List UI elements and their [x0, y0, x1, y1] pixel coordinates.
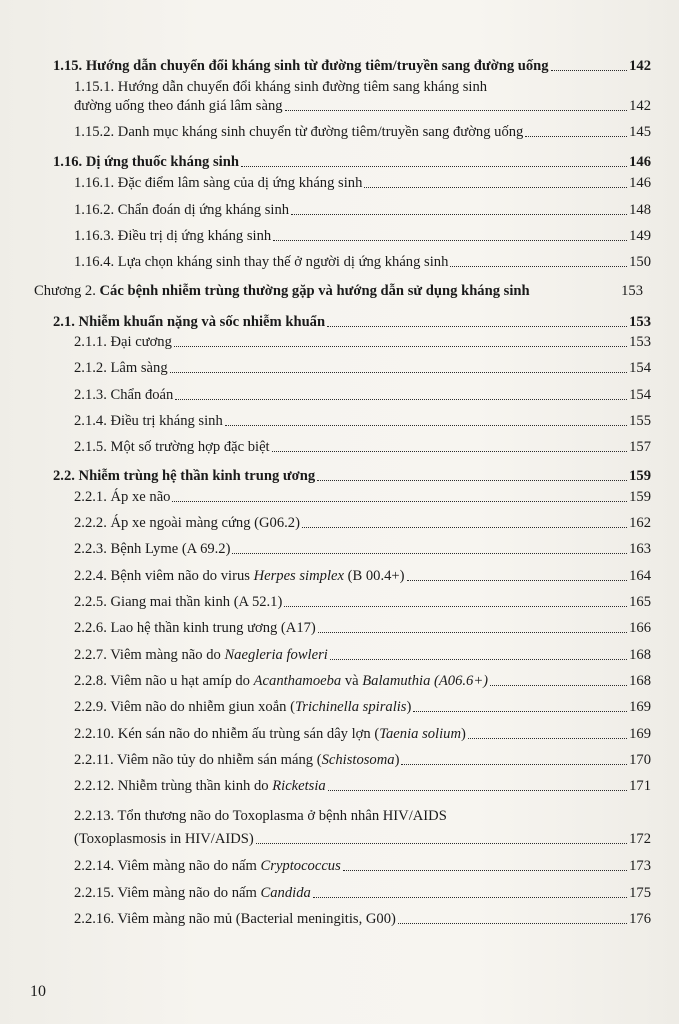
toc-entry-label — [74, 777, 326, 795]
toc-page-number: 169 — [629, 699, 651, 715]
dot-leader — [175, 399, 627, 400]
toc-page-number: 168 — [629, 673, 651, 689]
dot-leader — [272, 451, 627, 452]
dot-leader — [285, 110, 628, 111]
toc-entry-label: 2.2.13. Tổn thương não do Toxoplasma ở bệnh nhân HIV/AIDS — [74, 808, 447, 824]
dot-leader — [273, 240, 627, 241]
toc-entry-label — [74, 672, 488, 690]
dot-leader — [407, 580, 628, 581]
toc-page-number: 166 — [629, 620, 651, 636]
toc-entry-2-2-6[interactable] — [74, 619, 651, 637]
toc-entry-2-2-15[interactable] — [74, 884, 651, 902]
dot-leader — [490, 685, 627, 686]
dot-leader — [318, 632, 627, 633]
dot-leader — [291, 214, 627, 215]
toc-entry-label: 2.1.5. Một số trường hợp đặc biệt — [74, 439, 270, 455]
toc-entry-1-16-3[interactable] — [74, 227, 651, 245]
dot-leader — [401, 764, 627, 765]
dot-leader — [327, 326, 627, 327]
toc-entry-label: 1.16.2. Chẩn đoán dị ứng kháng sinh — [74, 202, 290, 218]
toc-entry-1-15-2[interactable] — [74, 123, 651, 141]
toc-page-number: 148 — [629, 202, 651, 218]
label-text: 2.2.14. Viêm màng não do nấm — [74, 858, 261, 874]
toc-entry-1-16[interactable] — [53, 153, 651, 171]
label-text: 2.2.15. Viêm màng não do nấm — [74, 885, 261, 901]
toc-page-number: 175 — [629, 885, 651, 901]
toc-entry-label: 1.16.1. Đặc điểm lâm sàng của dị ứng kháng sinh — [74, 175, 363, 191]
toc-entry-2-2-8[interactable] — [74, 672, 651, 690]
toc-entry-label — [74, 857, 341, 875]
label-italic: Herpes simplex — [253, 568, 344, 584]
label-italic: Schistosoma — [321, 752, 395, 768]
toc-entry-2-1-2[interactable] — [74, 359, 651, 377]
toc-page-number: 176 — [629, 911, 651, 927]
label-text: 2.2.10. Kén sán não do nhiễm ấu trùng sán dây lợn ( — [74, 726, 380, 742]
label-text: ) — [394, 752, 400, 768]
toc-page-number: 145 — [629, 124, 651, 140]
dot-leader — [174, 346, 627, 347]
toc-page-number: 153 — [621, 283, 643, 299]
toc-page-number: 154 — [629, 360, 651, 376]
toc-entry-2-2[interactable] — [53, 467, 651, 485]
toc-entry-label — [74, 884, 311, 902]
toc-entry-label: 2.1.1. Đại cương — [74, 334, 172, 350]
dot-leader — [317, 480, 627, 481]
dot-leader — [364, 187, 627, 188]
toc-entry-2-1-1[interactable] — [74, 333, 651, 351]
toc-entry-2-1-3[interactable] — [74, 386, 651, 404]
toc-page-number: 159 — [629, 489, 651, 505]
label-text: (B 00.4+) — [343, 568, 405, 584]
toc-entry-label: 2.1.3. Chẩn đoán — [74, 387, 174, 403]
toc-page-number: 159 — [629, 468, 651, 484]
label-italic: Cryptococcus — [260, 858, 341, 874]
toc-entry-label — [74, 725, 466, 743]
toc-entry-label: 2.2.1. Áp xe não — [74, 489, 171, 505]
chapter-title: Các bệnh nhiễm trùng thường gặp và hướng dẫn sử dụng kháng sinh — [99, 283, 530, 299]
toc-entry-1-15-1-cont[interactable] — [74, 97, 651, 115]
toc-entry-1-15-1[interactable] — [74, 78, 651, 96]
toc-entry-label: 1.16.3. Điều trị dị ứng kháng sinh — [74, 228, 272, 244]
toc-entry-label — [74, 567, 405, 585]
toc-page-number: 142 — [629, 58, 651, 74]
chapter-prefix: Chương 2. — [34, 283, 100, 299]
toc-entry-2-2-11[interactable] — [74, 751, 651, 769]
label-text: 2.2.8. Viêm não u hạt amíp do — [74, 673, 254, 689]
toc-page-number: 162 — [629, 515, 651, 531]
toc-entry-label: đường uống theo đánh giá lâm sàng — [74, 98, 283, 114]
toc-page-number: 170 — [629, 752, 651, 768]
toc-entry-label: 1.15. Hướng dẫn chuyển đổi kháng sinh từ đường tiêm/truyền sang đường uống — [53, 58, 549, 74]
toc-page-number: 155 — [629, 413, 651, 429]
label-text: 2.2.9. Viêm não do nhiễm giun xoắn ( — [74, 699, 295, 715]
toc-entry-2-2-13-cont[interactable] — [74, 830, 651, 848]
dot-leader — [241, 166, 627, 167]
toc-entry-2-2-13[interactable] — [74, 807, 651, 825]
dot-leader — [302, 527, 627, 528]
toc-entry-2-1-5[interactable] — [74, 438, 651, 456]
toc-entry-label: 1.16.4. Lựa chọn kháng sinh thay thế ở người dị ứng kháng sinh — [74, 254, 449, 270]
toc-entry-2-2-4[interactable] — [74, 567, 651, 585]
dot-leader — [232, 553, 627, 554]
toc-entry-1-16-4[interactable] — [74, 253, 651, 271]
dot-leader — [413, 711, 627, 712]
dot-leader — [225, 425, 627, 426]
label-italic: Candida — [260, 885, 311, 901]
toc-page-number: 157 — [629, 439, 651, 455]
toc-entry-2-2-10[interactable] — [74, 725, 651, 743]
toc-entry-2-1-4[interactable] — [74, 412, 651, 430]
toc-entry-label: 2.2.6. Lao hệ thần kinh trung ương (A17) — [74, 620, 316, 636]
toc-entry-label — [74, 646, 328, 664]
toc-page-number: 150 — [629, 254, 651, 270]
toc-page-number: 142 — [629, 98, 651, 114]
toc-page-number: 153 — [629, 314, 651, 330]
toc-entry-2-2-5[interactable] — [74, 593, 651, 611]
label-text: 2.2.7. Viêm màng não do — [74, 647, 225, 663]
label-text: 2.2.12. Nhiễm trùng thần kinh do — [74, 778, 273, 794]
dot-leader — [170, 372, 627, 373]
dot-leader — [343, 870, 627, 871]
toc-entry-label: 2.2.16. Viêm màng não mủ (Bacterial meningitis, G00) — [74, 911, 396, 927]
label-text: và — [341, 673, 363, 689]
dot-leader — [468, 738, 627, 739]
dot-leader — [551, 70, 628, 71]
toc-entry-2-2-12[interactable] — [74, 777, 651, 795]
toc-entry-label: 2.2. Nhiễm trùng hệ thần kinh trung ương — [53, 468, 316, 484]
dot-leader — [398, 923, 627, 924]
toc-entry-2-2-7[interactable] — [74, 646, 651, 664]
toc-entry-label: 2.2.3. Bệnh Lyme (A 69.2) — [74, 541, 231, 557]
toc-entry-label: 2.2.5. Giang mai thần kinh (A 52.1) — [74, 594, 283, 610]
label-italic: Ricketsia — [272, 778, 326, 794]
dot-leader — [256, 843, 627, 844]
toc-entry-2-1[interactable] — [53, 313, 651, 331]
toc-entry-label — [74, 751, 399, 769]
toc-page-number: 164 — [629, 568, 651, 584]
dot-leader — [172, 501, 627, 502]
label-text: 2.2.11. Viêm não tủy do nhiễm sán máng ( — [74, 752, 322, 768]
toc-entry-1-16-2[interactable] — [74, 201, 651, 219]
dot-leader — [328, 790, 627, 791]
toc-page-number: 168 — [629, 647, 651, 663]
dot-leader — [450, 266, 627, 267]
toc-page-number: 146 — [629, 154, 651, 170]
toc-entry-2-2-2[interactable] — [74, 514, 651, 532]
label-italic: Naegleria fowleri — [224, 647, 328, 663]
label-italic: Trichinella spiralis — [294, 699, 407, 715]
toc-page-number: 173 — [629, 858, 651, 874]
toc-entry-label — [74, 698, 411, 716]
dot-leader — [284, 606, 627, 607]
label-italic: Balamuthia (A06.6+) — [362, 673, 489, 689]
toc-page-number: 165 — [629, 594, 651, 610]
dot-leader — [525, 136, 627, 137]
toc-entry-2-2-16[interactable] — [74, 910, 651, 928]
toc-entry-label: 2.1. Nhiễm khuẩn nặng và sốc nhiễm khuẩn — [53, 314, 326, 330]
toc-entry-label: (Toxoplasmosis in HIV/AIDS) — [74, 831, 254, 847]
toc-entry-2-2-14[interactable] — [74, 857, 651, 875]
label-italic: Acanthamoeba — [253, 673, 342, 689]
toc-page-number: 153 — [629, 334, 651, 350]
toc-entry-label: 2.2.2. Áp xe ngoài màng cứng (G06.2) — [74, 515, 300, 531]
toc-entry-label — [34, 282, 530, 300]
dot-leader — [313, 897, 627, 898]
toc-entry-2-2-3[interactable] — [74, 540, 651, 558]
toc-page-number: 169 — [629, 726, 651, 742]
toc-page-number: 172 — [629, 831, 651, 847]
label-text: ) — [461, 726, 466, 742]
label-text: 2.2.4. Bệnh viêm não do virus — [74, 568, 254, 584]
toc-page-number: 171 — [629, 778, 651, 794]
toc-entry-label: 2.1.4. Điều trị kháng sinh — [74, 413, 223, 429]
toc-page-number: 163 — [629, 541, 651, 557]
toc-chapter-2[interactable] — [34, 282, 643, 300]
toc-page-number: 154 — [629, 387, 651, 403]
dot-leader — [330, 659, 627, 660]
toc-page-number: 146 — [629, 175, 651, 191]
toc-entry-2-2-1[interactable] — [74, 488, 651, 506]
label-text: ) — [406, 699, 412, 715]
toc-entry-1-16-1[interactable] — [74, 174, 651, 192]
toc-entry-2-2-9[interactable] — [74, 698, 651, 716]
toc-page-number: 149 — [629, 228, 651, 244]
label-italic: Taenia solium — [379, 726, 461, 742]
toc-entry-label: 2.1.2. Lâm sàng — [74, 360, 168, 376]
toc-entry-label: 1.16. Dị ứng thuốc kháng sinh — [53, 154, 239, 170]
toc-entry-1-15[interactable] — [53, 57, 651, 75]
toc-entry-label: 1.15.1. Hướng dẫn chuyển đổi kháng sinh đường tiêm sang kháng sinh — [74, 79, 488, 95]
page-number: 10 — [30, 983, 46, 1000]
toc-entry-label: 1.15.2. Danh mục kháng sinh chuyển từ đường tiêm/truyền sang đường uống — [74, 124, 524, 140]
